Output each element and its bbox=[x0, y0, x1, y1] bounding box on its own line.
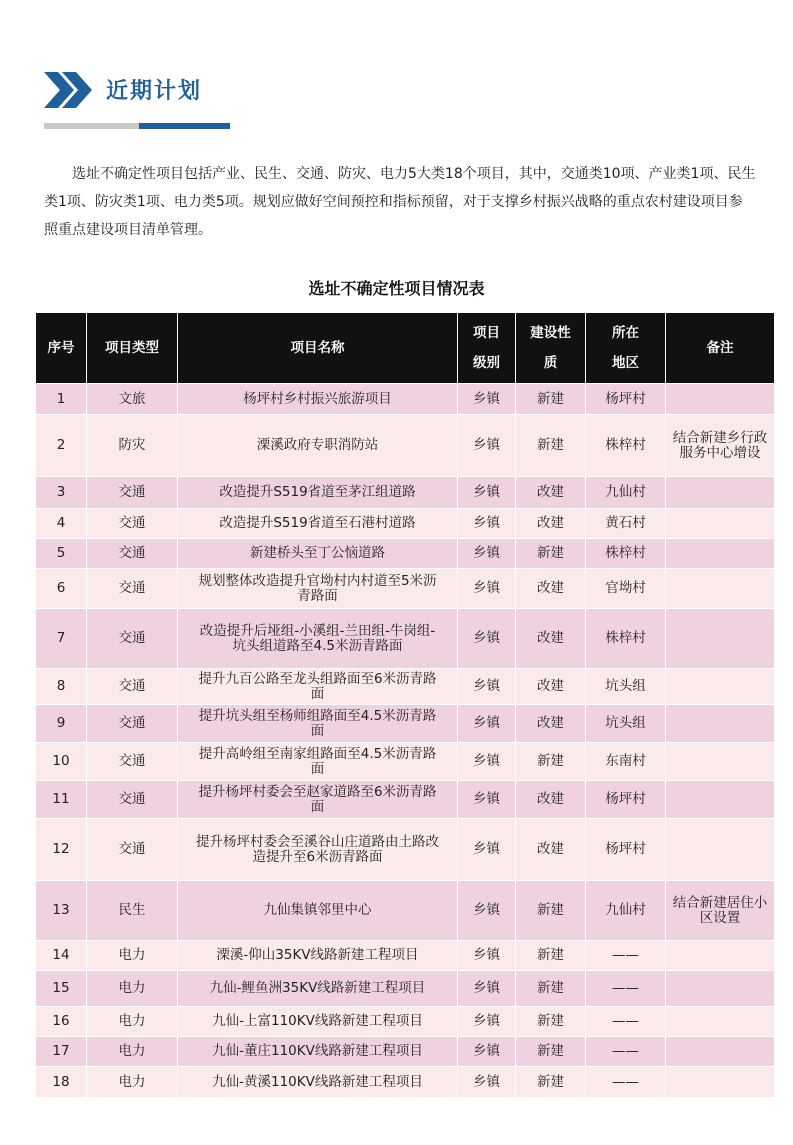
cell-note bbox=[666, 1037, 775, 1067]
cell-no: 7 bbox=[36, 609, 87, 669]
cell-nature: 改建 bbox=[516, 509, 586, 539]
cell-type: 电力 bbox=[87, 1007, 178, 1037]
cell-nature: 新建 bbox=[516, 941, 586, 971]
cell-note bbox=[666, 941, 775, 971]
header-name: 项目名称 bbox=[178, 313, 458, 384]
cell-name: 九仙-鲤鱼洲35KV线路新建工程项目 bbox=[178, 971, 458, 1007]
cell-area: 株梓村 bbox=[586, 539, 666, 569]
cell-area: —— bbox=[586, 971, 666, 1007]
heading-rule-grey bbox=[44, 123, 139, 129]
table-title: 选址不确定性项目情况表 bbox=[308, 279, 485, 298]
cell-name: 提升杨坪村委会至赵家道路至6米沥青路面 bbox=[178, 781, 458, 819]
cell-level: 乡镇 bbox=[458, 477, 516, 509]
cell-note bbox=[666, 509, 775, 539]
cell-nature: 改建 bbox=[516, 705, 586, 743]
cell-level: 乡镇 bbox=[458, 539, 516, 569]
cell-note bbox=[666, 569, 775, 609]
cell-name: 溧溪-仰山35KV线路新建工程项目 bbox=[178, 941, 458, 971]
cell-type: 交通 bbox=[87, 569, 178, 609]
cell-area: —— bbox=[586, 1067, 666, 1098]
cell-nature: 新建 bbox=[516, 415, 586, 477]
cell-no: 2 bbox=[36, 415, 87, 477]
cell-area: 黄石村 bbox=[586, 509, 666, 539]
table-row bbox=[36, 1007, 775, 1037]
cell-nature: 改建 bbox=[516, 669, 586, 705]
table-row bbox=[36, 743, 775, 781]
cell-type: 交通 bbox=[87, 609, 178, 669]
cell-type: 交通 bbox=[87, 819, 178, 881]
table-row bbox=[36, 477, 775, 509]
cell-name: 改造提升S519省道至石港村道路 bbox=[178, 509, 458, 539]
cell-type: 电力 bbox=[87, 941, 178, 971]
cell-name: 改造提升后垭组-小溪组-兰田组-牛岗组-坑头组道路至4.5米沥青路面 bbox=[178, 609, 458, 669]
cell-no: 1 bbox=[36, 384, 87, 415]
cell-area: 坑头组 bbox=[586, 669, 666, 705]
cell-nature: 改建 bbox=[516, 569, 586, 609]
cell-level: 乡镇 bbox=[458, 1007, 516, 1037]
cell-level: 乡镇 bbox=[458, 819, 516, 881]
cell-nature: 新建 bbox=[516, 881, 586, 941]
cell-nature: 改建 bbox=[516, 477, 586, 509]
cell-nature: 新建 bbox=[516, 1037, 586, 1067]
cell-note bbox=[666, 539, 775, 569]
cell-note bbox=[666, 609, 775, 669]
table-row bbox=[36, 1067, 775, 1098]
cell-note bbox=[666, 384, 775, 415]
cell-level: 乡镇 bbox=[458, 669, 516, 705]
cell-note bbox=[666, 705, 775, 743]
cell-area: 株梓村 bbox=[586, 415, 666, 477]
table-row bbox=[36, 819, 775, 881]
cell-note bbox=[666, 477, 775, 509]
cell-nature: 改建 bbox=[516, 609, 586, 669]
cell-name: 提升高岭组至南家组路面至4.5米沥青路面 bbox=[178, 743, 458, 781]
cell-area: 杨坪村 bbox=[586, 384, 666, 415]
cell-note bbox=[666, 819, 775, 881]
cell-level: 乡镇 bbox=[458, 743, 516, 781]
header-note: 备注 bbox=[666, 313, 775, 384]
cell-note bbox=[666, 971, 775, 1007]
cell-level: 乡镇 bbox=[458, 1037, 516, 1067]
cell-no: 5 bbox=[36, 539, 87, 569]
cell-nature: 新建 bbox=[516, 384, 586, 415]
cell-name: 改造提升S519省道至茅江组道路 bbox=[178, 477, 458, 509]
cell-name: 提升坑头组至杨师组路面至4.5米沥青路面 bbox=[178, 705, 458, 743]
cell-no: 11 bbox=[36, 781, 87, 819]
table-row bbox=[36, 971, 775, 1007]
cell-level: 乡镇 bbox=[458, 971, 516, 1007]
cell-name: 提升九百公路至龙头组路面至6米沥青路面 bbox=[178, 669, 458, 705]
cell-level: 乡镇 bbox=[458, 941, 516, 971]
table-row bbox=[36, 881, 775, 941]
cell-name: 杨坪村乡村振兴旅游项目 bbox=[178, 384, 458, 415]
header-type: 项目类型 bbox=[87, 313, 178, 384]
table-row bbox=[36, 781, 775, 819]
double-chevron-icon bbox=[44, 72, 96, 108]
cell-level: 乡镇 bbox=[458, 1067, 516, 1098]
cell-name: 溧溪政府专职消防站 bbox=[178, 415, 458, 477]
cell-type: 交通 bbox=[87, 705, 178, 743]
cell-note bbox=[666, 743, 775, 781]
cell-name: 九仙-董庄110KV线路新建工程项目 bbox=[178, 1037, 458, 1067]
cell-note bbox=[666, 1067, 775, 1098]
cell-note bbox=[666, 781, 775, 819]
table-row bbox=[36, 569, 775, 609]
table-header-row bbox=[36, 313, 775, 384]
cell-no: 17 bbox=[36, 1037, 87, 1067]
cell-area: 杨坪村 bbox=[586, 781, 666, 819]
cell-no: 9 bbox=[36, 705, 87, 743]
table-row bbox=[36, 609, 775, 669]
table-row bbox=[36, 941, 775, 971]
cell-name: 九仙集镇邻里中心 bbox=[178, 881, 458, 941]
section-title: 近期计划 bbox=[106, 79, 203, 104]
cell-name: 新建桥头至丁公恼道路 bbox=[178, 539, 458, 569]
cell-level: 乡镇 bbox=[458, 881, 516, 941]
cell-no: 6 bbox=[36, 569, 87, 609]
cell-no: 14 bbox=[36, 941, 87, 971]
cell-type: 交通 bbox=[87, 477, 178, 509]
cell-type: 交通 bbox=[87, 781, 178, 819]
cell-no: 16 bbox=[36, 1007, 87, 1037]
cell-area: 杨坪村 bbox=[586, 819, 666, 881]
table-row bbox=[36, 669, 775, 705]
cell-name: 规划整体改造提升官坳村内村道至5米沥青路面 bbox=[178, 569, 458, 609]
cell-type: 交通 bbox=[87, 509, 178, 539]
cell-nature: 新建 bbox=[516, 971, 586, 1007]
cell-nature: 新建 bbox=[516, 1007, 586, 1037]
cell-area: 九仙村 bbox=[586, 881, 666, 941]
cell-type: 电力 bbox=[87, 971, 178, 1007]
cell-no: 3 bbox=[36, 477, 87, 509]
cell-type: 交通 bbox=[87, 669, 178, 705]
heading-rule-blue bbox=[139, 123, 230, 129]
cell-type: 民生 bbox=[87, 881, 178, 941]
cell-area: —— bbox=[586, 1007, 666, 1037]
cell-no: 4 bbox=[36, 509, 87, 539]
cell-type: 文旅 bbox=[87, 384, 178, 415]
header-nature: 建设性 质 bbox=[516, 313, 586, 384]
cell-no: 13 bbox=[36, 881, 87, 941]
cell-note bbox=[666, 1007, 775, 1037]
cell-no: 8 bbox=[36, 669, 87, 705]
table-row bbox=[36, 415, 775, 477]
table-row bbox=[36, 509, 775, 539]
cell-area: —— bbox=[586, 941, 666, 971]
cell-area: 九仙村 bbox=[586, 477, 666, 509]
cell-level: 乡镇 bbox=[458, 384, 516, 415]
cell-level: 乡镇 bbox=[458, 415, 516, 477]
cell-area: 株梓村 bbox=[586, 609, 666, 669]
table-row bbox=[36, 384, 775, 415]
header-area: 所在 地区 bbox=[586, 313, 666, 384]
table-row bbox=[36, 705, 775, 743]
cell-level: 乡镇 bbox=[458, 569, 516, 609]
cell-nature: 新建 bbox=[516, 1067, 586, 1098]
table-row bbox=[36, 1037, 775, 1067]
cell-nature: 改建 bbox=[516, 819, 586, 881]
cell-type: 电力 bbox=[87, 1067, 178, 1098]
cell-no: 15 bbox=[36, 971, 87, 1007]
cell-type: 交通 bbox=[87, 539, 178, 569]
cell-no: 12 bbox=[36, 819, 87, 881]
table-row bbox=[36, 539, 775, 569]
cell-note: 结合新建居住小区设置 bbox=[666, 881, 775, 941]
cell-note bbox=[666, 669, 775, 705]
cell-name: 九仙-上富110KV线路新建工程项目 bbox=[178, 1007, 458, 1037]
cell-note: 结合新建乡行政服务中心增设 bbox=[666, 415, 775, 477]
header-no: 序号 bbox=[36, 313, 87, 384]
cell-type: 防灾 bbox=[87, 415, 178, 477]
intro-paragraph: 选址不确定性项目包括产业、民生、交通、防灾、电力5大类18个项目，其中，交通类10项、产业类1项、民生类1项、防灾类1项、电力类5项。规划应做好空间预控和指标预留，对于支撑乡村振兴战略的重点农村建设项目参照重点建设项目清单管理。 bbox=[44, 166, 756, 238]
cell-name: 九仙-黄溪110KV线路新建工程项目 bbox=[178, 1067, 458, 1098]
cell-area: 官坳村 bbox=[586, 569, 666, 609]
cell-nature: 改建 bbox=[516, 781, 586, 819]
cell-no: 18 bbox=[36, 1067, 87, 1098]
cell-level: 乡镇 bbox=[458, 509, 516, 539]
cell-type: 交通 bbox=[87, 743, 178, 781]
project-table bbox=[35, 312, 775, 1098]
cell-level: 乡镇 bbox=[458, 705, 516, 743]
cell-name: 提升杨坪村委会至溪谷山庄道路由土路改造提升至6米沥青路面 bbox=[178, 819, 458, 881]
header-level: 项目 级别 bbox=[458, 313, 516, 384]
cell-nature: 新建 bbox=[516, 539, 586, 569]
cell-type: 电力 bbox=[87, 1037, 178, 1067]
cell-nature: 新建 bbox=[516, 743, 586, 781]
cell-no: 10 bbox=[36, 743, 87, 781]
cell-area: 东南村 bbox=[586, 743, 666, 781]
cell-area: 坑头组 bbox=[586, 705, 666, 743]
cell-level: 乡镇 bbox=[458, 609, 516, 669]
cell-level: 乡镇 bbox=[458, 781, 516, 819]
cell-area: —— bbox=[586, 1037, 666, 1067]
